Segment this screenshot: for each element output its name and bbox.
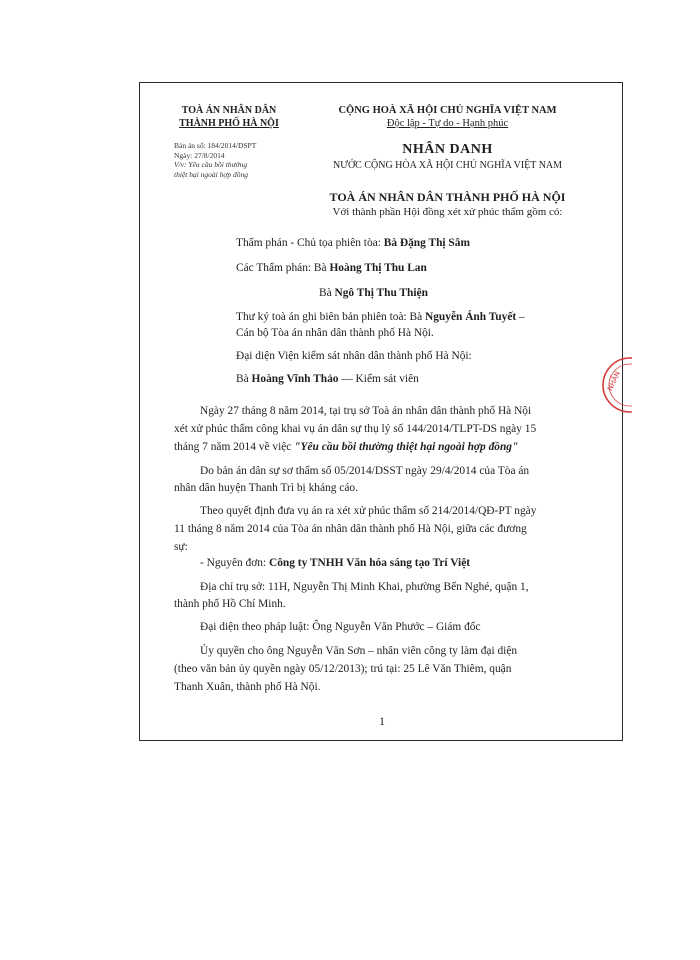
national-motto xyxy=(290,104,605,130)
in-name-of-state: NƯỚC CỘNG HÒA XÃ HỘI CHỦ NGHĨA VIỆT NAM xyxy=(332,160,563,171)
plaintiff-line xyxy=(200,556,470,571)
procuracy-line: Đại diện Viện kiểm sát nhân dân thành phố Hà Nội: xyxy=(236,350,472,362)
clerk-name: Nguyễn Ánh Tuyết xyxy=(425,311,517,323)
case-subject-line2: thiệt hại ngoài hợp đồng xyxy=(174,169,249,179)
clerk-dash: – xyxy=(516,311,525,323)
case-date: Ngày: 27/8/2014 xyxy=(174,150,225,160)
judges-label: Các Thẩm phán: Bà xyxy=(236,262,330,274)
motto: Độc lập - Tự do - Hạnh phúc xyxy=(386,118,509,129)
in-name-heading: NHÂN DANH xyxy=(402,142,493,157)
authorization-line1: Ủy quyền cho ông Nguyễn Văn Sơn – nhân viên công ty làm đại diện xyxy=(200,645,518,657)
case-subject-line1: V/v: Yêu cầu bồi thường xyxy=(174,160,248,169)
address-line2: thành phố Hồ Chí Minh. xyxy=(174,598,286,610)
legal-rep-line: Đại diện theo pháp luật: Ông Nguyễn Văn Phước – Giám đốc xyxy=(200,621,481,633)
chief-judge-line xyxy=(236,236,470,251)
para1-line1: Ngày 27 tháng 8 năm 2014, tại trụ sở Toà án nhân dân thành phố Hà Nội xyxy=(200,405,532,417)
para2-line2: nhân dân huyện Thanh Trì bị kháng cáo. xyxy=(174,482,358,494)
procurator-title: Bà xyxy=(236,373,252,385)
case-title: "Yêu cầu bồi thường thiệt hại ngoài hợp đồng" xyxy=(294,441,519,453)
judges-line xyxy=(236,261,427,276)
clerk-line xyxy=(236,310,525,325)
procurator-role: — Kiểm sát viên xyxy=(338,373,419,385)
address-line1: Địa chỉ trụ sở: 11H, Nguyễn Thị Minh Khai, phường Bến Nghé, quận 1, xyxy=(200,581,529,593)
para3-line1: Theo quyết định đưa vụ án ra xét xử phúc thẩm số 214/2014/QĐ-PT ngày xyxy=(200,505,537,517)
court-title-block xyxy=(290,190,605,220)
republic-name: CỘNG HOÀ XÃ HỘI CHỦ NGHĨA VIỆT NAM xyxy=(338,105,557,116)
document-page xyxy=(139,82,623,741)
procurator-name: Hoàng Vĩnh Thảo xyxy=(251,373,339,385)
authorization-line3: Thanh Xuân, thành phố Hà Nội. xyxy=(174,681,321,693)
procurator-line xyxy=(236,372,419,387)
para1-line3 xyxy=(174,440,518,455)
para2-line1: Do bản án dân sự sơ thẩm số 05/2014/DSST ngày 29/4/2014 của Tòa án xyxy=(200,465,530,477)
para1-lead: tháng 7 năm 2014 về việc xyxy=(174,441,295,453)
plaintiff-label: - Nguyên đơn: xyxy=(200,557,269,569)
para1-line2: xét xử phúc thẩm công khai vụ án dân sự thụ lý số 144/2014/TLPT-DS ngày 15 xyxy=(174,423,537,435)
clerk-line2: Cán bộ Tòa án nhân dân thành phố Hà Nội. xyxy=(236,327,434,339)
case-number: Bản án số: 184/2014/DSPT xyxy=(174,141,257,150)
judge2-line xyxy=(319,286,428,301)
seal-graphic xyxy=(592,355,632,415)
chief-judge-name: Bà Đặng Thị Sâm xyxy=(383,237,470,249)
plaintiff-name: Công ty TNHH Văn hóa sáng tạo Trí Việt xyxy=(268,557,471,569)
judge2-title: Bà xyxy=(319,287,335,299)
court-name-line1: TOÀ ÁN NHÂN DÂN xyxy=(181,105,277,116)
seal-text: NHÂN xyxy=(606,370,623,393)
chief-judge-label: Thẩm phán - Chủ tọa phiên tòa: xyxy=(236,237,384,249)
issuing-court xyxy=(174,104,284,130)
page-number: 1 xyxy=(379,714,385,728)
court-name-line2: THÀNH PHỐ HÀ NỘI xyxy=(179,118,279,129)
authorization-line2: (theo văn bản ủy quyền ngày 05/12/2013); trú tại: 25 Lê Văn Thiêm, quận xyxy=(174,663,512,675)
para3-line2: 11 tháng 8 năm 2014 của Tòa án nhân dân thành phố Hà Nội, giữa các đương xyxy=(174,523,527,535)
judge2-name: Ngô Thị Thu Thiện xyxy=(334,287,428,299)
panel-intro: Với thành phần Hội đồng xét xử phúc thẩm gồm có: xyxy=(332,206,563,218)
clerk-label: Thư ký toà án ghi biên bản phiên toà: Bà xyxy=(236,311,426,323)
para3-line3: sự: xyxy=(174,541,188,553)
court-seal xyxy=(592,355,632,415)
case-meta xyxy=(174,141,256,179)
court-title: TOÀ ÁN NHÂN DÂN THÀNH PHỐ HÀ NỘI xyxy=(329,190,566,204)
in-the-name-of xyxy=(290,141,605,172)
judge1-name: Hoàng Thị Thu Lan xyxy=(329,262,427,274)
